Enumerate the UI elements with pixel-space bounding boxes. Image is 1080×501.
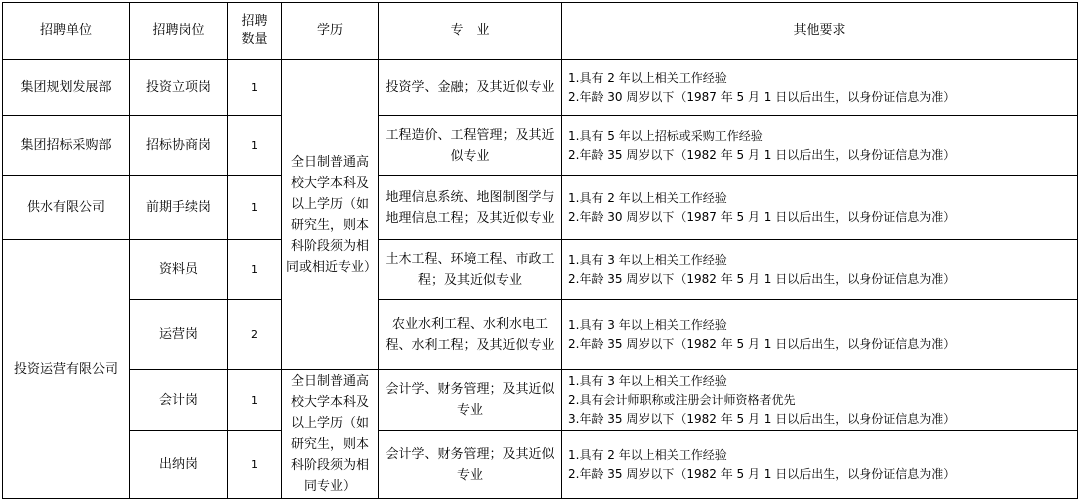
requirements-cell [562,300,1078,370]
header-count [228,3,282,60]
table-row [3,300,1078,370]
count-cell: 1 [228,116,282,176]
requirements-cell [562,240,1078,300]
table-row [3,431,1078,499]
education-cell-group2: 全日制普通高校大学本科及以上学历（如研究生，则本科阶段须为相同专业） [282,370,379,499]
major-cell: 会计学、财务管理；及其近似专业 [379,431,562,499]
requirement-item: 1.具有 5 年以上招标或采购工作经验 [568,128,763,143]
header-row [3,3,1078,60]
recruitment-table [2,2,1078,499]
requirement-item: 2.具有会计师职称或注册会计师资格者优先 [568,392,796,407]
major-cell: 工程造价、工程管理；及其近似专业 [379,116,562,176]
position-cell: 运营岗 [130,300,228,370]
table-row [3,240,1078,300]
requirement-item: 2.年龄 35 周岁以下（1982 年 5 月 1 日以后出生，以身份证信息为准） [568,336,956,351]
position-cell: 招标协商岗 [130,116,228,176]
header-unit: 招聘单位 [3,3,130,60]
requirements-cell [562,60,1078,116]
requirement-item: 1.具有 3 年以上相关工作经验 [568,373,727,388]
header-count-line1: 招聘 [241,14,268,29]
unit-cell: 供水有限公司 [3,176,130,240]
position-cell: 出纳岗 [130,431,228,499]
requirements-cell [562,116,1078,176]
count-cell: 1 [228,60,282,116]
major-cell: 投资学、金融；及其近似专业 [379,60,562,116]
unit-cell: 集团招标采购部 [3,116,130,176]
table-row [3,370,1078,431]
major-cell: 土木工程、环境工程、市政工程；及其近似专业 [379,240,562,300]
requirement-item: 2.年龄 35 周岁以下（1982 年 5 月 1 日以后出生，以身份证信息为准） [568,466,956,481]
requirement-item: 1.具有 3 年以上相关工作经验 [568,317,727,332]
count-cell: 2 [228,300,282,370]
header-position: 招聘岗位 [130,3,228,60]
count-cell: 1 [228,431,282,499]
count-cell: 1 [228,240,282,300]
major-cell: 地理信息系统、地图制图学与地理信息工程；及其近似专业 [379,176,562,240]
requirement-item: 2.年龄 30 周岁以下（1987 年 5 月 1 日以后出生，以身份证信息为准） [568,209,956,224]
count-cell: 1 [228,370,282,431]
header-other: 其他要求 [562,3,1078,60]
requirement-item: 2.年龄 35 周岁以下（1982 年 5 月 1 日以后出生，以身份证信息为准） [568,271,956,286]
header-major: 专 业 [379,3,562,60]
unit-cell: 集团规划发展部 [3,60,130,116]
header-education: 学历 [282,3,379,60]
position-cell: 前期手续岗 [130,176,228,240]
requirement-item: 2.年龄 35 周岁以下（1982 年 5 月 1 日以后出生，以身份证信息为准） [568,147,956,162]
position-cell: 资料员 [130,240,228,300]
header-count-line2: 数量 [241,32,268,47]
requirement-item: 1.具有 2 年以上相关工作经验 [568,70,727,85]
unit-cell: 投资运营有限公司 [3,240,130,499]
table-row [3,176,1078,240]
requirement-item: 1.具有 3 年以上相关工作经验 [568,252,727,267]
requirements-cell [562,176,1078,240]
major-cell: 农业水利工程、水利水电工程、水利工程；及其近似专业 [379,300,562,370]
requirement-item: 3.年龄 35 周岁以下（1982 年 5 月 1 日以后出生，以身份证信息为准） [568,411,956,426]
requirements-cell [562,370,1078,431]
position-cell: 投资立项岗 [130,60,228,116]
position-cell: 会计岗 [130,370,228,431]
requirement-item: 2.年龄 30 周岁以下（1987 年 5 月 1 日以后出生，以身份证信息为准） [568,89,956,104]
education-cell-group1: 全日制普通高校大学本科及以上学历（如研究生，则本科阶段须为相同或相近专业） [282,60,379,370]
count-cell: 1 [228,176,282,240]
requirement-item: 1.具有 2 年以上相关工作经验 [568,447,727,462]
table-row [3,116,1078,176]
table-row [3,60,1078,116]
requirements-cell [562,431,1078,499]
major-cell: 会计学、财务管理；及其近似专业 [379,370,562,431]
requirement-item: 1.具有 2 年以上相关工作经验 [568,190,727,205]
